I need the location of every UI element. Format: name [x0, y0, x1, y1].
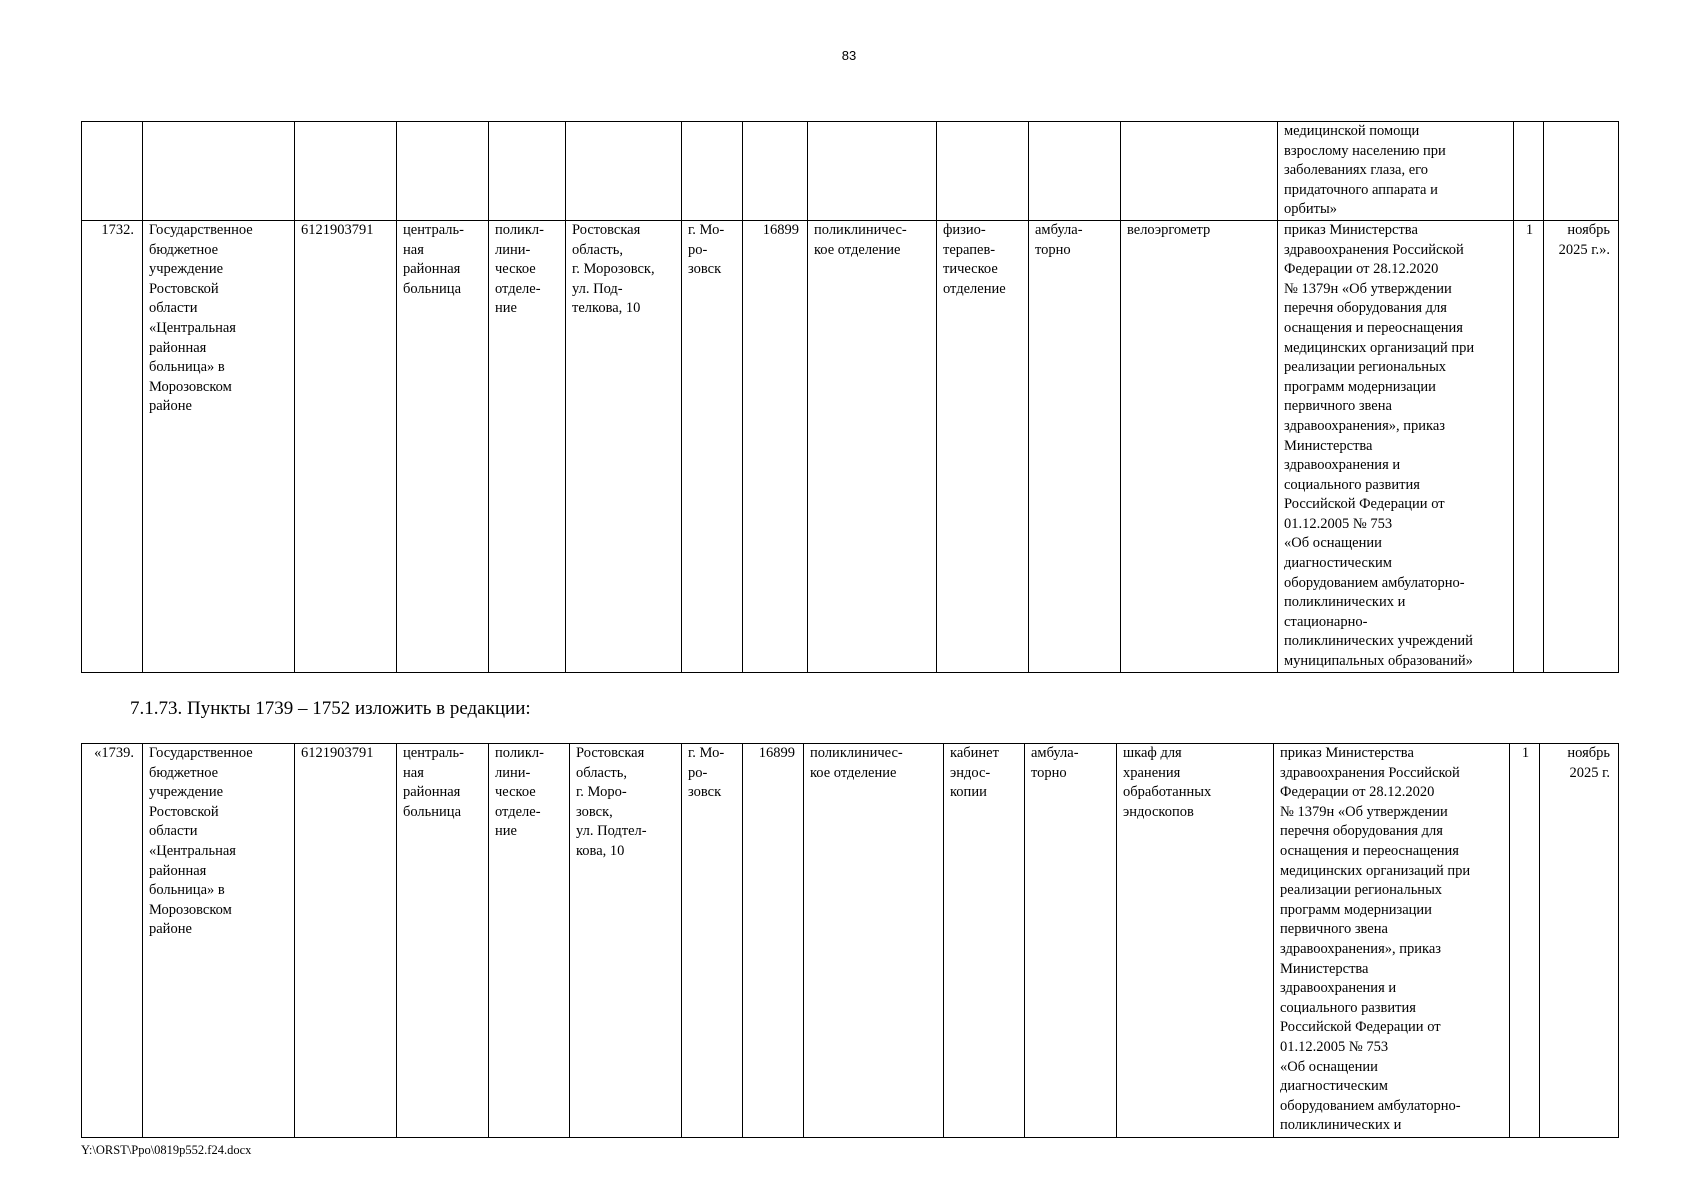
care-form-cell: амбула- торно — [1029, 220, 1121, 672]
org-type-cell: централь- ная районная больница — [397, 220, 489, 672]
organization-cell: Государственное бюджетное учреждение Ростовской области «Центральная районная больница» в Морозовском районе — [143, 220, 295, 672]
subdivision-cell: кабинет эндос- копии — [944, 744, 1025, 1138]
equipment-table-top — [81, 121, 1619, 673]
basis-cell: приказ Министерства здравоохранения Российской Федерации от 28.12.2020 № 1379н «Об утверждении перечня оборудования для оснащения и переоснащения медицинских организаций при реализации региональных программ модернизации первичного звена здравоохранения», приказ Министерства здравоохранения и социального развития Российской Федерации от 01.12.2005 № 753 «Об оснащении диагностическим оборудованием амбулаторно- поликлинических и — [1274, 744, 1510, 1138]
settlement-cell: г. Мо- ро- зовск — [682, 220, 743, 672]
basis-cell: медицинской помощи взрослому населению при заболеваниях глаза, его придаточного аппарата и орбиты» — [1278, 122, 1514, 221]
address-cell: Ростовская область, г. Морозовск, ул. Под- телкова, 10 — [566, 220, 682, 672]
equipment-table-bottom — [81, 743, 1619, 1138]
unit-type-cell: поликл- лини- ческое отделе- ние — [489, 744, 570, 1138]
quantity-cell: 1 — [1514, 220, 1544, 672]
row-number-cell: «1739. — [82, 744, 143, 1138]
address-cell: Ростовская область, г. Моро- зовск, ул. Подтел- кова, 10 — [570, 744, 682, 1138]
table-row — [82, 744, 1619, 1138]
department-cell: поликлиничес- кое отделение — [808, 220, 937, 672]
inn-cell: 6121903791 — [295, 220, 397, 672]
deadline-cell: ноябрь 2025 г.». — [1544, 220, 1619, 672]
equipment-cell: шкаф для хранения обработанных эндоскопов — [1117, 744, 1274, 1138]
deadline-cell: ноябрь 2025 г. — [1540, 744, 1619, 1138]
amendment-instruction: 7.1.73. Пункты 1739 – 1752 изложить в редакции: — [130, 698, 531, 719]
quantity-cell: 1 — [1510, 744, 1540, 1138]
table-row — [82, 220, 1619, 672]
department-cell: поликлиничес- кое отделение — [804, 744, 944, 1138]
equipment-cell: велоэргометр — [1121, 220, 1278, 672]
table-row-continuation — [82, 122, 1619, 221]
settlement-cell: г. Мо- ро- зовск — [682, 744, 743, 1138]
population-cell: 16899 — [743, 744, 804, 1138]
inn-cell: 6121903791 — [295, 744, 397, 1138]
subdivision-cell: физио- терапев- тическое отделение — [937, 220, 1029, 672]
unit-type-cell: поликл- лини- ческое отделе- ние — [489, 220, 566, 672]
organization-cell: Государственное бюджетное учреждение Ростовской области «Центральная районная больница» в Морозовском районе — [143, 744, 295, 1138]
care-form-cell: амбула- торно — [1025, 744, 1117, 1138]
basis-cell: приказ Министерства здравоохранения Российской Федерации от 28.12.2020 № 1379н «Об утверждении перечня оборудования для оснащения и переоснащения медицинских организаций при реализации региональных программ модернизации первичного звена здравоохранения», приказ Министерства здравоохранения и социального развития Российской Федерации от 01.12.2005 № 753 «Об оснащении диагностическим оборудованием амбулаторно- поликлинических и стационарно- поликлинических учреждений муниципальных образований» — [1278, 220, 1514, 672]
footer-file-path: Y:\ORST\Ppo\0819p552.f24.docx — [81, 1143, 252, 1157]
org-type-cell: централь- ная районная больница — [397, 744, 489, 1138]
population-cell: 16899 — [743, 220, 808, 672]
row-number-cell: 1732. — [82, 220, 143, 672]
page-number: 83 — [841, 48, 857, 63]
